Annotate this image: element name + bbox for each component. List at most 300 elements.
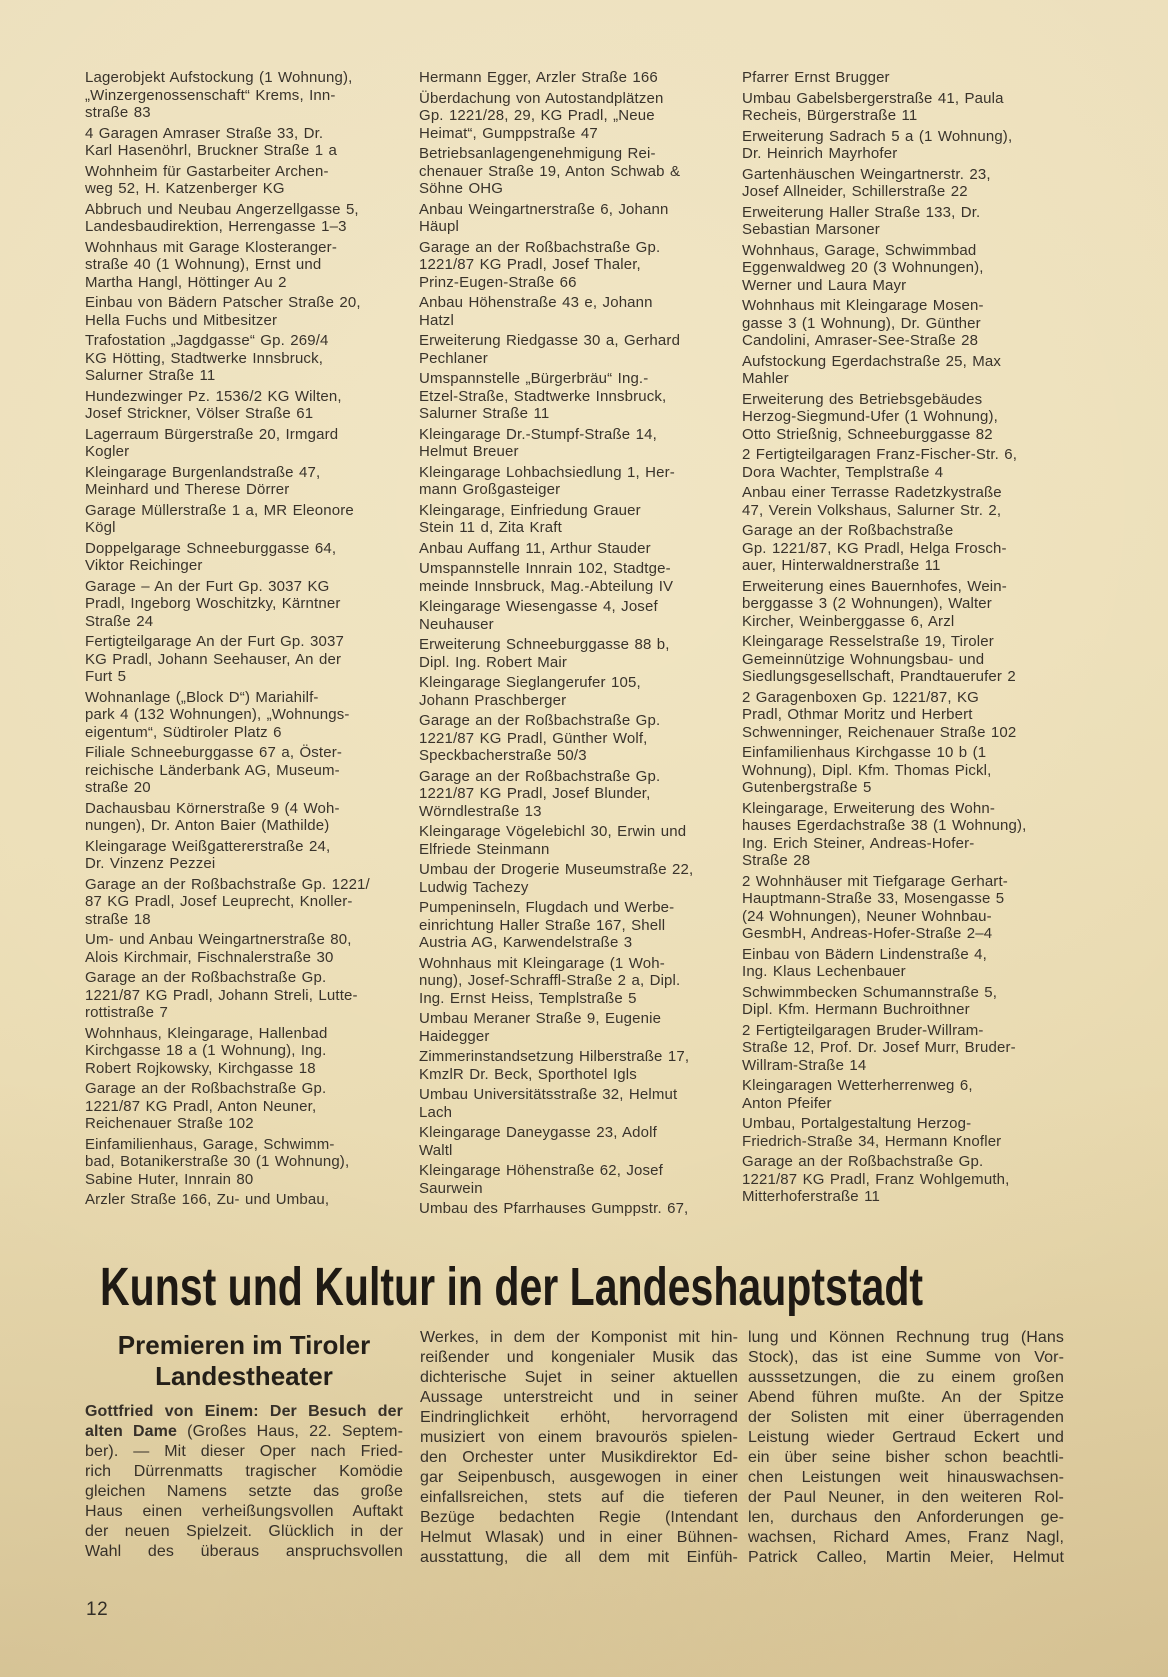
text-line: Ludwig Tachezy	[419, 878, 529, 896]
article-line	[420, 1448, 738, 1468]
text-line: Heimat“, Gumppstraße 47	[419, 124, 598, 142]
article-lead-line	[85, 1402, 403, 1422]
text-line: Erweiterung Riedgasse 30 a, Gerhard	[419, 332, 681, 349]
permit-item	[742, 391, 1064, 444]
permit-list-column-3	[742, 69, 1064, 1209]
text-line: Garage Müllerstraße 1 a, MR Eleonore	[85, 501, 354, 519]
article-line	[748, 1468, 1064, 1488]
article-lead-rest: (Großes Haus, 22. Septem-	[176, 1423, 403, 1440]
text-line: Umspannstelle Innrain 102, Stadtge-	[419, 560, 671, 577]
text-line: Einfamilienhaus Kirchgasse 10 b (1	[742, 744, 987, 761]
text-line: Stock), das ist eine Summe von Vor-	[748, 1349, 1064, 1366]
text-line: Kleingarage Wiesengasse 4, Josef	[419, 598, 658, 615]
text-line: Umbau Universitätsstraße 32, Helmut	[419, 1086, 678, 1103]
text-line: Haus einen verheißungsvollen Auftakt	[85, 1503, 403, 1520]
text-line: Kleingarage Resselstraße 19, Tiroler	[742, 633, 994, 650]
text-line: Saurwein	[419, 1179, 483, 1197]
text-line: 47, Verein Volkshaus, Salurner Str. 2,	[742, 501, 1002, 519]
permit-item	[742, 689, 1064, 742]
article-lead-line	[85, 1422, 403, 1442]
permit-item	[742, 578, 1064, 631]
text-line: der neuen Spielzeit. Glücklich in der	[85, 1523, 403, 1540]
text-line: (24 Wohnungen), Neuner Wohnbau-	[742, 907, 992, 925]
text-line: Umbau der Drogerie Museumstraße 22,	[419, 861, 694, 878]
text-line: gasse 3 (1 Wohnung), Dr. Günther	[742, 314, 981, 332]
text-line: Hauptmann-Straße 33, Mosengasse 5	[742, 890, 1005, 907]
text-line: Meinhard und Therese Dörrer	[85, 481, 290, 498]
text-line: Elfriede Steinmann	[419, 840, 550, 858]
permit-item	[419, 502, 739, 537]
permit-item	[419, 598, 739, 633]
text-line: Dora Wachter, Templstraße 4	[742, 463, 944, 481]
text-line: straße 18	[85, 910, 151, 928]
text-line: Garage an der Roßbachstraße Gp.	[85, 969, 327, 986]
text-line: Prinz-Eugen-Straße 66	[419, 273, 577, 291]
text-line: Wohnhaus mit Kleingarage (1 Woh-	[419, 954, 665, 972]
permit-item	[419, 768, 739, 821]
permit-item	[419, 674, 739, 709]
text-line: Erweiterung eines Bauernhofes, Wein-	[742, 577, 1007, 595]
text-line: Ing. Erich Steiner, Andreas-Hofer-	[742, 834, 975, 852]
text-line: reißender und kongenialer Musik das	[420, 1349, 738, 1366]
text-line: rich Dürrenmatts tragischer Komödie	[85, 1463, 403, 1480]
text-line: Helmut Wlasak) und in einer Bühnen-	[420, 1529, 738, 1546]
permit-item	[85, 502, 405, 537]
text-line: Zimmerinstandsetzung Hilberstraße 17,	[419, 1048, 690, 1065]
permit-item	[419, 201, 739, 236]
subheading-line: Premieren im Tiroler	[117, 1330, 371, 1360]
text-line: musiziert von einem bravourös spielen-	[420, 1429, 738, 1446]
text-line: wachsen, Richard Ames, Franz Nagl,	[748, 1529, 1064, 1546]
text-line: Josef Allneider, Schillerstraße 22	[742, 183, 968, 200]
text-line: einfallsreichen, stets auf die tieferen	[420, 1489, 738, 1506]
permit-item	[85, 69, 405, 122]
text-line: Erweiterung Schneeburggasse 88 b,	[419, 636, 670, 653]
permit-item	[742, 297, 1064, 350]
permit-item	[419, 90, 739, 143]
permit-item	[419, 823, 739, 858]
text-line: Gemeinnützige Wohnungsbau- und	[742, 650, 985, 668]
section-headline: Kunst und Kultur in der Landeshauptstadt	[100, 1257, 924, 1317]
permit-item	[419, 426, 739, 461]
permit-item	[419, 370, 739, 423]
text-line: Anbau einer Terrasse Radetzkystraße	[742, 484, 1002, 501]
text-line: Einfamilienhaus, Garage, Schwimm-	[85, 1135, 335, 1153]
text-line: 1221/87 KG Pradl, Johann Streli, Lutte-	[85, 986, 358, 1004]
text-line: Arzler Straße 166, Zu- und Umbau,	[85, 1191, 330, 1208]
text-line: Helmut Breuer	[419, 443, 519, 460]
article-column-2	[420, 1328, 738, 1568]
article-line	[748, 1528, 1064, 1548]
text-line: Pechlaner	[419, 349, 488, 367]
text-line: ber). — Mit dieser Oper nach Fried-	[85, 1443, 403, 1460]
permit-item	[742, 69, 1064, 87]
text-line: Kleingaragen Wetterherrenweg 6,	[742, 1077, 973, 1094]
article-line	[420, 1508, 738, 1528]
text-line: Otto Strießnig, Schneeburggasse 82	[742, 425, 993, 443]
permit-list-column-2	[419, 69, 739, 1221]
text-line: Kögl	[85, 519, 116, 536]
permit-item	[85, 201, 405, 236]
permit-item	[419, 1048, 739, 1083]
article-line	[748, 1488, 1064, 1508]
article-lines	[85, 1442, 403, 1562]
text-line: ausssetzungen, die zu einem großen	[748, 1369, 1064, 1386]
text-line: straße 40 (1 Wohnung), Ernst und	[85, 256, 322, 273]
permit-item	[85, 163, 405, 198]
article-line	[420, 1408, 738, 1428]
text-line: Kleingarage Dr.-Stumpf-Straße 14,	[419, 425, 657, 443]
text-line: Martha Hangl, Höttinger Au 2	[85, 273, 287, 291]
text-line: Dipl. Kfm. Hermann Buchroithner	[742, 1001, 970, 1018]
text-line: chen Leistungen weit hinauswachsen-	[748, 1469, 1064, 1486]
text-line: Garage an der Roßbachstraße Gp. 1221/	[85, 875, 370, 893]
text-line: Wörndlestraße 13	[419, 802, 542, 820]
text-line: reichische Länderbank AG, Museum-	[85, 761, 340, 779]
text-line: Siedlungsgesellschaft, Prandtauerufer 2	[742, 668, 1016, 685]
article-lead-bold: Gottfried von Einem: Der Besuch der	[85, 1403, 403, 1420]
text-line: Dr. Heinrich Mayrhofer	[742, 145, 898, 162]
text-line: Doppelgarage Schneeburggasse 64,	[85, 539, 337, 557]
text-line: Wohnhaus, Kleingarage, Hallenbad	[85, 1024, 328, 1042]
text-line: Austria AG, Karwendelstraße 3	[419, 934, 633, 951]
permit-item	[742, 204, 1064, 239]
permit-item	[742, 873, 1064, 943]
permit-item	[85, 744, 405, 797]
text-line: Dachausbau Körnerstraße 9 (4 Woh-	[85, 799, 340, 817]
article-line	[85, 1522, 403, 1542]
text-line: Wohnhaus mit Kleingarage Mosen-	[742, 297, 984, 314]
text-line: Umbau Gabelsbergerstraße 41, Paula	[742, 89, 1004, 107]
text-line: Einbau von Bädern Patscher Straße 20,	[85, 294, 361, 311]
text-line: Garage an der Roßbachstraße Gp.	[85, 1080, 327, 1097]
permit-item	[85, 969, 405, 1022]
article-line	[420, 1368, 738, 1388]
permit-item	[742, 242, 1064, 295]
permit-item	[419, 712, 739, 765]
permit-item	[742, 800, 1064, 870]
text-line: Gp. 1221/28, 29, KG Pradl, „Neue	[419, 107, 655, 124]
text-line: Schwenninger, Reichenauer Straße 102	[742, 723, 1017, 741]
text-line: auer, Hinterwaldnerstraße 11	[742, 557, 941, 574]
text-line: Kleingarage Sieglangerufer 105,	[419, 674, 641, 691]
text-line: Kleingarage Weißgattererstraße 24,	[85, 837, 331, 855]
article-line	[420, 1348, 738, 1368]
text-line: Garage an der Roßbachstraße Gp.	[742, 1153, 984, 1170]
permit-item	[85, 800, 405, 835]
text-line: Anbau Höhenstraße 43 e, Johann	[419, 294, 653, 311]
text-line: Kleingarage, Erweiterung des Wohn-	[742, 799, 995, 817]
text-line: Trafostation „Jagdgasse“ Gp. 269/4	[85, 332, 329, 349]
text-line: Eindringlichkeit erhöht, hervorragend	[420, 1409, 738, 1426]
permit-item	[419, 332, 739, 367]
permit-item	[742, 166, 1064, 201]
article-line	[748, 1388, 1064, 1408]
text-line: Viktor Reichinger	[85, 557, 203, 574]
permit-item	[85, 931, 405, 966]
article-line	[85, 1482, 403, 1502]
permit-item	[419, 899, 739, 952]
text-line: Garage – An der Furt Gp. 3037 KG	[85, 577, 330, 595]
text-line: GesmbH, Andreas-Hofer-Straße 2–4	[742, 925, 993, 942]
text-line: Gp. 1221/87, KG Pradl, Helga Frosch-	[742, 539, 1007, 557]
text-line: 2 Garagenboxen Gp. 1221/87, KG	[742, 688, 979, 706]
text-line: „Winzergenossenschaft“ Krems, Inn-	[85, 86, 336, 104]
text-line: Werkes, in dem der Komponist mit hin-	[420, 1329, 738, 1346]
text-line: Kleingarage Lohbachsiedlung 1, Her-	[419, 463, 675, 481]
text-line: Erweiterung Sadrach 5 a (1 Wohnung),	[742, 127, 1013, 145]
text-line: Pradl, Ingeborg Woschitzky, Kärntner	[85, 595, 341, 612]
text-line: rottistraße 7	[85, 1004, 168, 1021]
permit-list-column-1	[85, 69, 405, 1212]
permit-item	[85, 294, 405, 329]
text-line: Leistung wieder Gertraud Eckert und	[748, 1429, 1064, 1446]
article-line	[85, 1502, 403, 1522]
text-line: Eggenwaldweg 20 (3 Wohnungen),	[742, 259, 984, 276]
permit-item	[742, 633, 1064, 686]
permit-item	[85, 540, 405, 575]
page-number: 12	[86, 1599, 109, 1620]
permit-item	[419, 145, 739, 198]
text-line: 1221/87 KG Pradl, Josef Thaler,	[419, 256, 641, 273]
text-line: Landesbaudirektion, Herrengasse 1–3	[85, 218, 347, 235]
text-line: Fertigteilgarage An der Furt Gp. 3037	[85, 633, 345, 650]
text-line: Häupl	[419, 218, 459, 235]
text-line: 1221/87 KG Pradl, Josef Blunder,	[419, 785, 651, 802]
text-line: chenauer Straße 19, Anton Schwab &	[419, 162, 681, 180]
text-line: Anbau Auffang 11, Arthur Stauder	[419, 539, 651, 557]
text-line: 4 Garagen Amraser Straße 33, Dr.	[85, 124, 324, 142]
permit-item	[419, 955, 739, 1008]
article-line	[420, 1528, 738, 1548]
permit-item	[85, 388, 405, 423]
text-line: Umbau, Portalgestaltung Herzog-	[742, 1115, 972, 1132]
permit-item	[419, 1200, 739, 1218]
text-line: Haidegger	[419, 1027, 490, 1045]
article-line	[85, 1442, 403, 1462]
permit-item	[85, 125, 405, 160]
permit-item	[742, 484, 1064, 519]
text-line: Kirchgasse 18 a (1 Wohnung), Ing.	[85, 1042, 327, 1059]
text-line: Friedrich-Straße 34, Hermann Knofler	[742, 1132, 1002, 1150]
text-line: ausstattung, die all dem mit Einfüh-	[420, 1549, 738, 1566]
text-line: KmzlR Dr. Beck, Sporthotel Igls	[419, 1065, 637, 1083]
text-line: Etzel-Straße, Stadtwerke Innsbruck,	[419, 387, 667, 405]
text-line: Robert Rojkowsky, Kirchgasse 18	[85, 1059, 316, 1077]
article-line	[420, 1548, 738, 1568]
text-line: Wohnung), Dipl. Kfm. Thomas Pickl,	[742, 761, 992, 779]
text-line: weg 52, H. Katzenberger KG	[85, 180, 285, 197]
text-line: straße 83	[85, 104, 151, 121]
text-line: der Solisten mit einer überragenden	[748, 1409, 1064, 1426]
text-line: Hermann Egger, Arzler Straße 166	[419, 69, 658, 86]
permit-item	[419, 540, 739, 558]
text-line: Sabine Huter, Innrain 80	[85, 1170, 254, 1188]
text-line: 1221/87 KG Pradl, Franz Wohlgemuth,	[742, 1170, 1010, 1188]
text-line: Gartenhäuschen Weingartnerstr. 23,	[742, 165, 991, 183]
permit-item	[742, 90, 1064, 125]
permit-item	[419, 1086, 739, 1121]
text-line: Aussage unterstreicht und in seiner	[420, 1389, 738, 1406]
article-column-1	[85, 1402, 403, 1562]
permit-item	[742, 522, 1064, 575]
text-line: KG Pradl, Johann Seehauser, An der	[85, 650, 342, 668]
text-line: Ing. Ernst Heiss, Templstraße 5	[419, 989, 637, 1007]
text-line: Josef Strickner, Völser Straße 61	[85, 405, 314, 422]
article-line	[420, 1328, 738, 1348]
text-line: einrichtung Haller Straße 167, Shell	[419, 916, 666, 934]
article-line	[420, 1488, 738, 1508]
text-line: Neuhauser	[419, 615, 494, 633]
text-line: Pfarrer Ernst Brugger	[742, 69, 890, 86]
text-line: Recheis, Bürgerstraße 11	[742, 107, 918, 124]
text-line: Speckbacherstraße 50/3	[419, 747, 587, 764]
text-line: Kleingarage Vögelebichl 30, Erwin und	[419, 823, 687, 840]
text-line: Garage an der Roßbachstraße	[742, 522, 954, 539]
article-line	[748, 1428, 1064, 1448]
permit-item	[419, 1124, 739, 1159]
text-line: Johann Praschberger	[419, 691, 567, 709]
permit-item	[742, 1077, 1064, 1112]
permit-item	[742, 1153, 1064, 1206]
text-line: eigentum“, Südtiroler Platz 6	[85, 723, 282, 741]
permit-item	[419, 294, 739, 329]
text-line: 1221/87 KG Pradl, Günther Wolf,	[419, 729, 648, 747]
permit-item	[85, 464, 405, 499]
text-line: Gutenbergstraße 5	[742, 779, 872, 796]
text-line: Herzog-Siegmund-Ufer (1 Wohnung),	[742, 408, 998, 425]
subheading-line: Landestheater	[155, 1361, 333, 1391]
permit-item	[742, 128, 1064, 163]
text-line: hauses Egerdachstraße 38 (1 Wohnung),	[742, 817, 1027, 834]
text-line: den Orchester unter Musikdirektor Ed-	[420, 1449, 738, 1466]
text-line: Lagerobjekt Aufstockung (1 Wohnung),	[85, 69, 353, 86]
article-line	[85, 1462, 403, 1482]
permit-item	[85, 689, 405, 742]
permit-item	[419, 560, 739, 595]
text-line: Schwimmbecken Schumannstraße 5,	[742, 983, 998, 1001]
text-line: Einbau von Bädern Lindenstraße 4,	[742, 945, 987, 963]
text-line: 2 Wohnhäuser mit Tiefgarage Gerhart-	[742, 872, 1008, 890]
permit-item	[85, 1025, 405, 1078]
text-line: Mahler	[742, 370, 789, 387]
permit-item	[85, 332, 405, 385]
article-line	[420, 1428, 738, 1448]
text-line: Erweiterung des Betriebsgebäudes	[742, 390, 983, 408]
text-line: Hatzl	[419, 311, 454, 329]
text-line: len, durchaus den Anforderungen ge-	[748, 1509, 1064, 1526]
article-line	[748, 1508, 1064, 1528]
text-line: mann Großgasteiger	[419, 481, 561, 498]
permit-item	[85, 1080, 405, 1133]
text-line: Wahl des überaus anspruchsvollen	[85, 1543, 403, 1560]
text-line: 87 KG Pradl, Josef Leuprecht, Knoller-	[85, 893, 353, 910]
text-line: gleichen Namens setzte das große	[85, 1483, 403, 1500]
article-line	[748, 1368, 1064, 1388]
article-line	[85, 1542, 403, 1562]
permit-item	[742, 353, 1064, 388]
text-line: Lach	[419, 1103, 453, 1121]
permit-item	[742, 744, 1064, 797]
text-line: Kircher, Weinberggasse 6, Arzl	[742, 612, 955, 630]
permit-item	[419, 1162, 739, 1197]
text-line: Wohnanlage („Block D“) Mariahilf-	[85, 688, 319, 706]
text-line: Candolini, Amraser-See-Straße 28	[742, 332, 979, 349]
article-line	[748, 1328, 1064, 1348]
text-line: Straße 24	[85, 612, 154, 630]
text-line: Umspannstelle „Bürgerbräu“ Ing.-	[419, 370, 649, 387]
text-line: Dipl. Ing. Robert Mair	[419, 653, 568, 671]
article-line	[748, 1548, 1064, 1568]
permit-item	[742, 984, 1064, 1019]
text-line: Garage an der Roßbachstraße Gp.	[419, 712, 661, 729]
permit-item	[419, 69, 739, 87]
permit-item	[419, 636, 739, 671]
article-subheading	[85, 1330, 403, 1392]
article-lead-bold: alten Dame	[85, 1423, 177, 1440]
article-line	[420, 1468, 738, 1488]
text-line: der Paul Neuner, in den weiteren Rol-	[748, 1489, 1064, 1506]
permit-item	[85, 578, 405, 631]
text-line: 1221/87 KG Pradl, Anton Neuner,	[85, 1097, 317, 1115]
text-line: park 4 (132 Wohnungen), „Wohnungs-	[85, 706, 350, 723]
text-line: Ing. Klaus Lechenbauer	[742, 963, 906, 980]
text-line: Patrick Calleo, Martin Meier, Helmut	[748, 1549, 1064, 1566]
text-line: Straße 12, Prof. Dr. Josef Murr, Bruder-	[742, 1039, 1016, 1056]
text-line: dichterische Sujet in seiner aktuellen	[420, 1369, 738, 1386]
text-line: Wohnhaus mit Garage Klosteranger-	[85, 238, 337, 256]
text-line: meinde Innsbruck, Mag.-Abteilung IV	[419, 577, 674, 595]
permit-item	[742, 946, 1064, 981]
text-line: gar Seipenbusch, ausgewogen in einer	[420, 1469, 738, 1486]
text-line: Um- und Anbau Weingartnerstraße 80,	[85, 931, 352, 948]
permit-item	[742, 1115, 1064, 1150]
text-line: Umbau des Pfarrhauses Gumppstr. 67,	[419, 1200, 689, 1217]
text-line: Kleingarage Daneygasse 23, Adolf	[419, 1124, 657, 1141]
text-line: Dr. Vinzenz Pezzei	[85, 855, 216, 872]
text-line: Kleingarage, Einfriedung Grauer	[419, 501, 641, 519]
permit-item	[85, 239, 405, 292]
text-line: Garage an der Roßbachstraße Gp.	[419, 767, 661, 785]
text-line: Hundezwinger Pz. 1536/2 KG Wilten,	[85, 387, 342, 405]
text-line: Alois Kirchmair, Fischnalerstraße 30	[85, 948, 334, 966]
text-line: Mitterhoferstraße 11	[742, 1188, 880, 1205]
permit-item	[742, 1022, 1064, 1075]
text-line: Karl Hasenöhrl, Bruckner Straße 1 a	[85, 142, 338, 159]
permit-item	[85, 1191, 405, 1209]
text-line: nungen), Dr. Anton Baier (Mathilde)	[85, 817, 330, 834]
text-line: Abbruch und Neubau Angerzellgasse 5,	[85, 200, 359, 218]
text-line: Wohnhaus, Garage, Schwimmbad	[742, 241, 977, 259]
text-line: Pradl, Othmar Moritz und Herbert	[742, 706, 973, 723]
permit-item	[85, 876, 405, 929]
text-line: straße 20	[85, 779, 151, 796]
text-line: Aufstockung Egerdachstraße 25, Max	[742, 352, 1002, 370]
text-line: Erweiterung Haller Straße 133, Dr.	[742, 203, 981, 221]
text-line: Garage an der Roßbachstraße Gp.	[419, 238, 661, 256]
text-line: Anbau Weingartnerstraße 6, Johann	[419, 200, 669, 218]
permit-item	[85, 633, 405, 686]
permit-item	[85, 838, 405, 873]
text-line: Salurner Straße 11	[85, 367, 216, 384]
text-line: Wohnheim für Gastarbeiter Archen-	[85, 162, 329, 180]
article-line	[748, 1448, 1064, 1468]
article-line	[420, 1388, 738, 1408]
text-line: Betriebsanlagengenehmigung Rei-	[419, 145, 656, 162]
text-line: Waltl	[419, 1141, 453, 1159]
text-line: 2 Fertigteilgaragen Franz-Fischer-Str. 6,	[742, 446, 1018, 463]
text-line: Kogler	[85, 443, 130, 460]
